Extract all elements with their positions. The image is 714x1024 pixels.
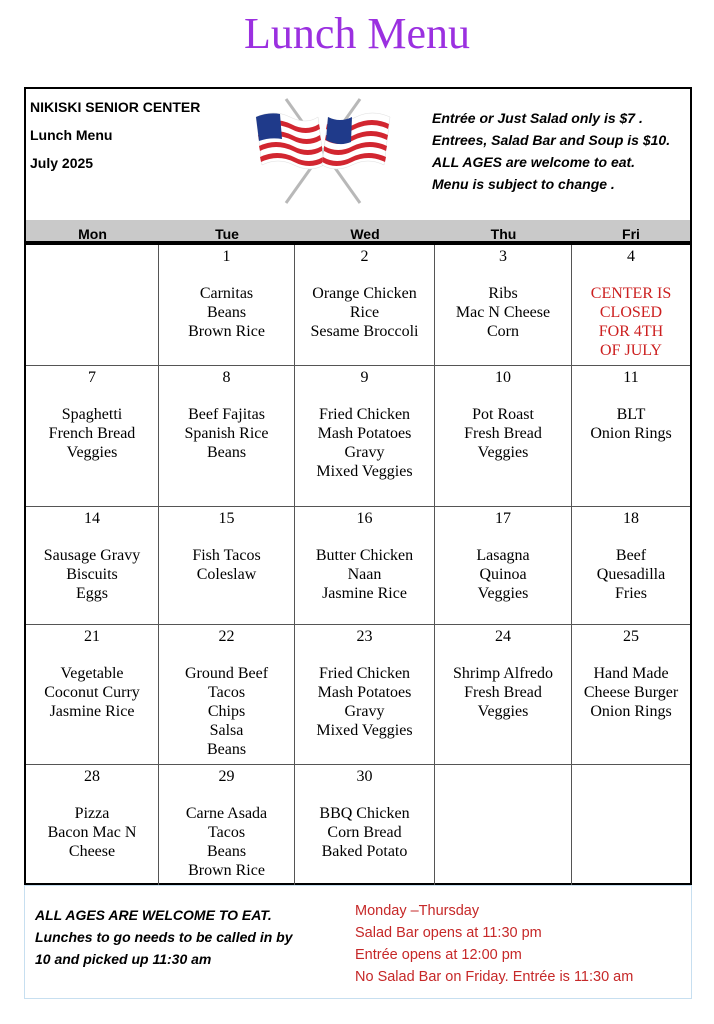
pricing-line: Menu is subject to change . <box>432 176 615 192</box>
menu-items <box>26 804 158 861</box>
day-cell <box>295 366 435 507</box>
menu-calendar <box>24 87 692 885</box>
day-cell <box>435 625 572 765</box>
menu-item: Sausage Gravy <box>43 547 141 564</box>
menu-item: Vegetable <box>60 665 124 682</box>
menu-item: BLT <box>616 406 646 423</box>
menu-item: Eggs <box>76 585 108 602</box>
menu-item: Jasmine Rice <box>49 703 135 720</box>
closed-notice-line: OF JULY <box>600 342 662 359</box>
menu-item: Onion Rings <box>590 703 672 720</box>
menu-items <box>295 284 434 341</box>
day-cell <box>295 765 435 885</box>
day-number: 23 <box>356 628 373 645</box>
day-number: 28 <box>84 768 100 785</box>
footer-note-line: 10 and picked up 11:30 am <box>35 951 212 967</box>
day-cell <box>159 765 295 885</box>
menu-item: Mixed Veggies <box>316 463 413 480</box>
weekday-header-row <box>26 220 690 245</box>
menu-items <box>159 804 294 880</box>
menu-item: Corn <box>487 323 519 340</box>
menu-item: Pizza <box>74 805 110 822</box>
footer-hours-line: Monday –Thursday <box>355 903 480 919</box>
menu-item: Ribs <box>488 285 518 302</box>
menu-item: Veggies <box>66 444 118 461</box>
menu-item: Jasmine Rice <box>322 585 407 602</box>
menu-item: Mac N Cheese <box>455 304 551 321</box>
menu-item: Tacos <box>207 684 246 701</box>
pricing-line: ALL AGES are welcome to eat. <box>432 154 636 170</box>
menu-item: Coleslaw <box>196 566 257 583</box>
day-cell <box>159 625 295 765</box>
day-cell <box>26 507 159 625</box>
footer-notes <box>35 904 335 970</box>
menu-item: BBQ Chicken <box>319 805 410 822</box>
menu-item: Fresh Bread <box>464 684 542 701</box>
menu-item: Spaghetti <box>61 406 123 423</box>
menu-item: Veggies <box>477 585 529 602</box>
org-name: NIKISKI SENIOR CENTER <box>30 99 201 115</box>
menu-item: Carne Asada <box>185 805 268 822</box>
day-number: 11 <box>623 369 639 386</box>
menu-item: Onion Rings <box>590 425 672 442</box>
menu-item: Shrimp Alfredo <box>453 665 553 682</box>
day-cell <box>572 245 690 366</box>
day-number: 18 <box>623 510 639 527</box>
menu-items <box>435 546 571 603</box>
day-number: 2 <box>360 248 369 265</box>
menu-item: Sesame Broccoli <box>310 323 419 340</box>
weekday-tue: Tue <box>215 226 239 242</box>
day-number: 30 <box>356 768 373 785</box>
day-cell <box>159 366 295 507</box>
menu-subtitle: Lunch Menu <box>30 127 113 143</box>
menu-items <box>295 546 434 603</box>
menu-item: Fish Tacos <box>192 547 261 564</box>
menu-item: Ground Beef <box>184 665 269 682</box>
menu-items <box>572 405 690 443</box>
menu-item: Quinoa <box>479 566 527 583</box>
menu-items <box>26 664 158 721</box>
menu-item: Bacon Mac N <box>47 824 137 841</box>
menu-item: Baked Potato <box>321 843 408 860</box>
menu-header <box>26 89 690 220</box>
day-number: 9 <box>360 369 369 386</box>
menu-item: Beans <box>206 444 247 461</box>
menu-item: Gravy <box>344 444 385 461</box>
menu-items <box>159 664 294 759</box>
menu-item: Fries <box>615 585 647 602</box>
day-number: 4 <box>627 248 635 265</box>
menu-item: Spanish Rice <box>184 425 269 442</box>
menu-item: Veggies <box>477 703 529 720</box>
menu-item: Gravy <box>344 703 385 720</box>
menu-items <box>295 664 434 740</box>
menu-items <box>159 405 294 462</box>
day-cell <box>572 366 690 507</box>
day-number: 3 <box>499 248 507 265</box>
day-number: 17 <box>495 510 511 527</box>
day-cell <box>572 625 690 765</box>
page-title: Lunch Menu <box>243 9 471 58</box>
menu-items <box>295 804 434 861</box>
menu-item: Corn Bread <box>327 824 402 841</box>
day-cell <box>159 245 295 366</box>
menu-item: Brown Rice <box>188 323 265 340</box>
footer-hours-line: No Salad Bar on Friday. Entrée is 11:30 am <box>355 969 634 985</box>
closed-notice-line: CENTER IS <box>590 285 672 302</box>
day-cell <box>26 366 159 507</box>
menu-item: Hand Made <box>593 665 669 682</box>
footer-info <box>24 885 692 999</box>
closed-notice-line: CLOSED <box>599 304 663 321</box>
day-cell <box>572 507 690 625</box>
menu-item: Biscuits <box>66 566 118 583</box>
menu-items <box>26 546 158 603</box>
day-cell <box>26 245 159 366</box>
footer-note-line: Lunches to go needs to be called in by <box>35 929 293 945</box>
menu-item: Beans <box>206 741 247 758</box>
menu-item: Brown Rice <box>188 862 265 879</box>
day-cell <box>26 765 159 885</box>
menu-item: Pot Roast <box>472 406 534 423</box>
menu-items <box>295 405 434 481</box>
day-number: 16 <box>356 510 373 527</box>
menu-item: Mash Potatoes <box>317 684 412 701</box>
day-number: 10 <box>495 369 511 386</box>
day-number: 24 <box>495 628 511 645</box>
menu-item: Beans <box>206 843 247 860</box>
header-info <box>30 93 230 177</box>
menu-items <box>435 405 571 462</box>
weekday-thu: Thu <box>490 226 517 242</box>
day-number: 29 <box>218 768 235 785</box>
menu-month: July 2025 <box>30 155 94 171</box>
day-cell <box>295 625 435 765</box>
crossed-flags-icon <box>248 95 398 207</box>
day-number <box>435 767 571 786</box>
day-cell <box>159 507 295 625</box>
day-number: 8 <box>222 369 231 386</box>
closed-notice-line: FOR 4TH <box>598 323 664 340</box>
menu-item: Veggies <box>477 444 529 461</box>
weekday-wed: Wed <box>350 226 380 242</box>
menu-item: Carnitas <box>199 285 254 302</box>
day-number: 14 <box>84 510 100 527</box>
day-cell <box>435 765 572 885</box>
day-cell <box>26 625 159 765</box>
day-cell <box>435 366 572 507</box>
menu-items <box>159 546 294 584</box>
menu-items <box>26 405 158 462</box>
menu-item: Fresh Bread <box>464 425 542 442</box>
menu-item: Butter Chicken <box>315 547 414 564</box>
day-cell <box>572 765 690 885</box>
day-number: 25 <box>623 628 639 645</box>
day-cell <box>435 245 572 366</box>
pricing-line: Entrée or Just Salad only is $7 . <box>432 110 643 126</box>
menu-item: Tacos <box>207 824 246 841</box>
menu-item: Quesadilla <box>596 566 666 583</box>
day-number: 22 <box>218 628 235 645</box>
menu-items <box>435 284 571 341</box>
menu-item: Chips <box>207 703 246 720</box>
menu-item: Beans <box>206 304 247 321</box>
menu-items <box>159 284 294 341</box>
menu-items <box>572 284 690 360</box>
day-number: 7 <box>88 369 96 386</box>
day-number: 1 <box>222 248 231 265</box>
menu-items <box>435 664 571 721</box>
calendar-grid <box>26 245 690 885</box>
day-number <box>572 767 690 786</box>
footer-hours-line: Entrée opens at 12:00 pm <box>355 947 522 963</box>
menu-item: Rice <box>349 304 380 321</box>
day-number: 21 <box>84 628 100 645</box>
menu-item: Salsa <box>209 722 244 739</box>
menu-item: Cheese <box>68 843 116 860</box>
weekday-fri: Fri <box>622 226 640 242</box>
footer-note-line: ALL AGES ARE WELCOME TO EAT. <box>35 907 272 923</box>
menu-items <box>572 664 690 721</box>
menu-item: Fried Chicken <box>318 406 411 423</box>
footer-hours <box>355 900 685 988</box>
menu-item: Fried Chicken <box>318 665 411 682</box>
day-cell <box>295 245 435 366</box>
menu-item: Cheese Burger <box>583 684 679 701</box>
weekday-mon: Mon <box>78 226 107 242</box>
menu-item: French Bread <box>48 425 136 442</box>
menu-items <box>572 546 690 603</box>
menu-item: Coconut Curry <box>44 684 140 701</box>
day-cell <box>295 507 435 625</box>
menu-item: Lasagna <box>476 547 530 564</box>
menu-item: Beef Fajitas <box>188 406 265 423</box>
day-number <box>26 247 158 266</box>
day-cell <box>435 507 572 625</box>
menu-item: Mixed Veggies <box>316 722 413 739</box>
menu-item: Mash Potatoes <box>317 425 412 442</box>
day-number: 15 <box>218 510 235 527</box>
pricing-line: Entrees, Salad Bar and Soup is $10. <box>432 132 671 148</box>
pricing-info <box>432 107 692 195</box>
footer-hours-line: Salad Bar opens at 11:30 pm <box>355 925 542 941</box>
menu-item: Orange Chicken <box>312 285 417 302</box>
menu-item: Beef <box>615 547 647 564</box>
menu-item: Naan <box>347 566 382 583</box>
